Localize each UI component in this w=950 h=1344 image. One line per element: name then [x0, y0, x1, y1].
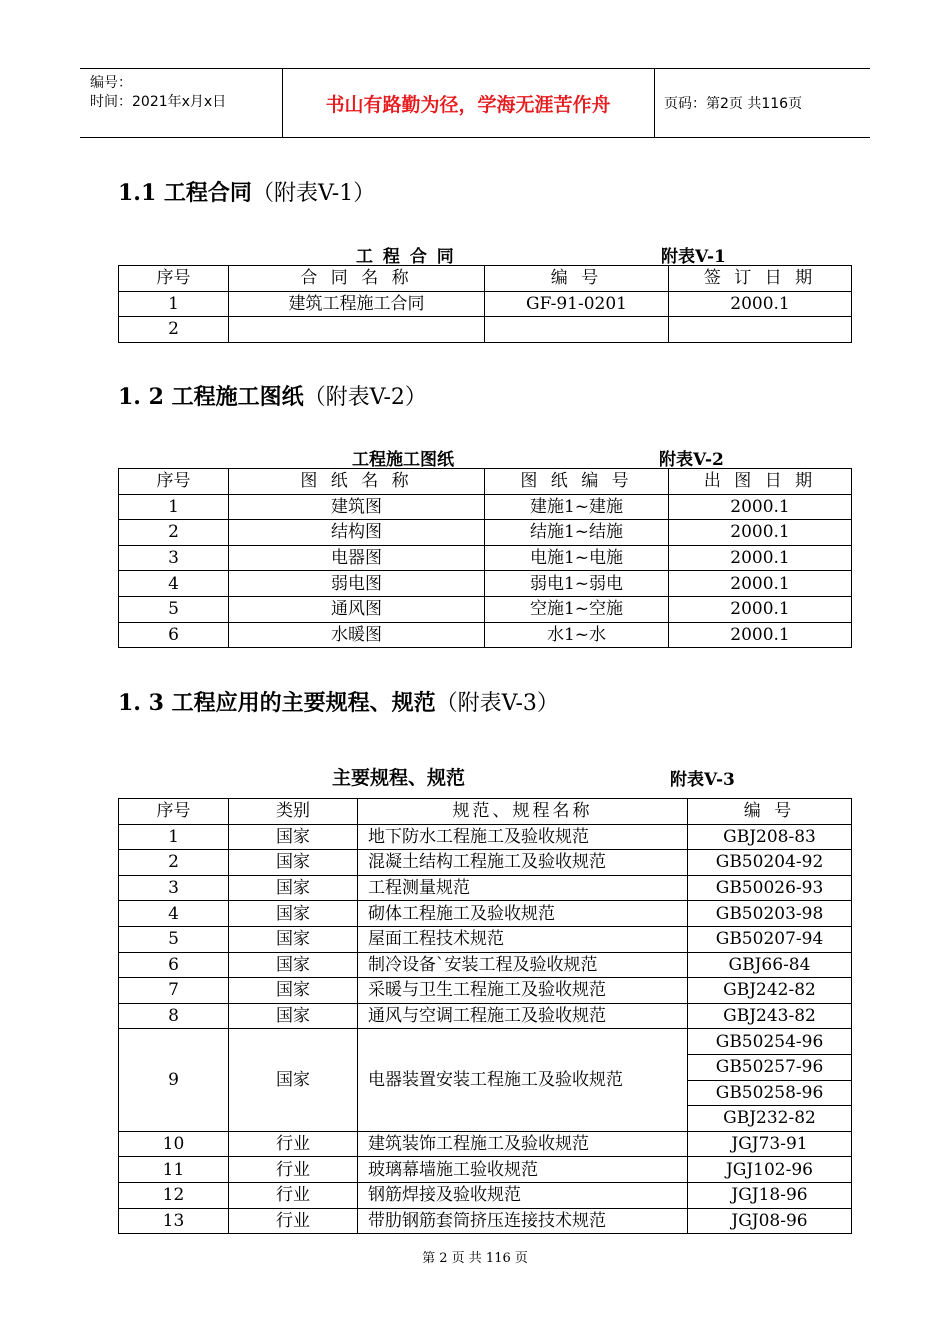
column-header: 图 纸 名 称: [229, 469, 485, 495]
cell-no: 4: [119, 901, 229, 927]
cell-category: 国家: [229, 1003, 358, 1029]
cell-category: 国家: [229, 901, 358, 927]
cell-code: JGJ102-96: [688, 1157, 852, 1183]
cell-name: 采暖与卫生工程施工及验收规范: [358, 978, 688, 1004]
cell-name: 钢筋焊接及验收规范: [358, 1182, 688, 1208]
cell-no: 2: [119, 520, 229, 546]
table-row: [119, 545, 852, 571]
cell-name: 工程测量规范: [358, 875, 688, 901]
table-row: [119, 1131, 852, 1157]
cell-name: 结构图: [229, 520, 485, 546]
cell-name: 玻璃幕墙施工验收规范: [358, 1157, 688, 1183]
page-header: [80, 68, 870, 138]
cell-category: 行业: [229, 1208, 358, 1234]
cell-no: 2: [119, 850, 229, 876]
cell-name: 弱电图: [229, 571, 485, 597]
header-time: 时间：2021年x月x日: [90, 94, 227, 110]
cell-no: 5: [119, 926, 229, 952]
cell-date: [669, 317, 852, 343]
cell-code: GB50203-98: [688, 901, 852, 927]
cell-code: GBJ232-82: [688, 1106, 852, 1132]
table-row: [119, 520, 852, 546]
section1-heading-text: 1.1 工程合同: [118, 180, 252, 206]
cell-code: 建施1~建施: [485, 494, 669, 520]
section1-caption-ref: 附表V-1: [661, 247, 726, 267]
table-row: [119, 952, 852, 978]
table-row: [119, 875, 852, 901]
table-row: [119, 494, 852, 520]
drawings-table: [118, 468, 852, 648]
cell-code: 弱电1~弱电: [485, 571, 669, 597]
cell-no: 9: [119, 1029, 229, 1131]
table-row: [119, 596, 852, 622]
cell-no: 12: [119, 1182, 229, 1208]
cell-code: JGJ73-91: [688, 1131, 852, 1157]
cell-name: 混凝土结构工程施工及验收规范: [358, 850, 688, 876]
section1-heading-paren: （附表V-1）: [251, 181, 376, 206]
table-row: [119, 1157, 852, 1183]
cell-code: 结施1~结施: [485, 520, 669, 546]
cell-code: GB50026-93: [688, 875, 852, 901]
cell-code: 电施1~电施: [485, 545, 669, 571]
cell-category: 行业: [229, 1157, 358, 1183]
cell-no: 7: [119, 978, 229, 1004]
table-row: [119, 1003, 852, 1029]
section3-heading: [118, 686, 559, 717]
contract-table: [118, 265, 852, 343]
cell-name: 带肋钢筋套筒挤压连接技术规范: [358, 1208, 688, 1234]
cell-name: 屋面工程技术规范: [358, 926, 688, 952]
column-header: 类别: [229, 799, 358, 825]
cell-no: 1: [119, 824, 229, 850]
table-row: [119, 1208, 852, 1234]
cell-category: 国家: [229, 952, 358, 978]
cell-code: GBJ66-84: [688, 952, 852, 978]
table-row: [119, 978, 852, 1004]
cell-name: 建筑图: [229, 494, 485, 520]
table-row: [119, 1029, 852, 1055]
section3-caption-title: 主要规程、规范: [332, 767, 466, 789]
cell-code: 空施1~空施: [485, 596, 669, 622]
cell-category: 国家: [229, 926, 358, 952]
header-number: 编号：: [90, 75, 132, 91]
cell-category: 国家: [229, 850, 358, 876]
cell-no: 1: [119, 494, 229, 520]
table-row: [119, 622, 852, 648]
cell-date: 2000.1: [669, 291, 852, 317]
table-row: [119, 1182, 852, 1208]
cell-date: 2000.1: [669, 520, 852, 546]
cell-no: 3: [119, 545, 229, 571]
table-header-row: [119, 266, 852, 292]
column-header: 序号: [119, 266, 229, 292]
cell-code: GBJ242-82: [688, 978, 852, 1004]
section2-caption-ref: 附表V-2: [659, 450, 724, 470]
section3-caption-ref: 附表V-3: [670, 770, 735, 790]
cell-code: GB50204-92: [688, 850, 852, 876]
section2-caption-title: 工程施工图纸: [352, 450, 454, 470]
cell-no: 1: [119, 291, 229, 317]
cell-code: JGJ08-96: [688, 1208, 852, 1234]
cell-code: GB50254-96: [688, 1029, 852, 1055]
cell-no: 11: [119, 1157, 229, 1183]
cell-code: GB50257-96: [688, 1054, 852, 1080]
cell-no: 8: [119, 1003, 229, 1029]
cell-no: 3: [119, 875, 229, 901]
cell-name: 通风图: [229, 596, 485, 622]
column-header: 序号: [119, 799, 229, 825]
column-header: 图 纸 编 号: [485, 469, 669, 495]
cell-name: 建筑装饰工程施工及验收规范: [358, 1131, 688, 1157]
table-header-row: [119, 799, 852, 825]
cell-date: 2000.1: [669, 494, 852, 520]
cell-date: 2000.1: [669, 622, 852, 648]
section2-heading-text: 1. 2 工程施工图纸: [118, 384, 304, 410]
section3-heading-text: 1. 3 工程应用的主要规程、规范: [118, 690, 436, 716]
cell-category: 国家: [229, 978, 358, 1004]
cell-category: 国家: [229, 824, 358, 850]
section2-heading-paren: （附表V-2）: [303, 385, 427, 410]
column-header: 编 号: [485, 266, 669, 292]
column-header: 规范、规程名称: [358, 799, 688, 825]
section1-caption-title: 工 程 合 同: [356, 247, 456, 267]
cell-code: GBJ208-83: [688, 824, 852, 850]
cell-category: 行业: [229, 1131, 358, 1157]
cell-category: 国家: [229, 1029, 358, 1131]
column-header: 序号: [119, 469, 229, 495]
page-footer: 第 2 页 共 116 页: [422, 1251, 528, 1266]
cell-no: 6: [119, 952, 229, 978]
cell-name: 电器图: [229, 545, 485, 571]
cell-name: 建筑工程施工合同: [229, 291, 485, 317]
cell-no: 10: [119, 1131, 229, 1157]
cell-name: 制冷设备`安装工程及验收规范: [358, 952, 688, 978]
cell-code: GF-91-0201: [485, 291, 669, 317]
section1-heading: [118, 176, 375, 207]
table-row: [119, 850, 852, 876]
cell-name: 地下防水工程施工及验收规范: [358, 824, 688, 850]
cell-code: GB50258-96: [688, 1080, 852, 1106]
cell-no: 4: [119, 571, 229, 597]
column-header: 合 同 名 称: [229, 266, 485, 292]
table-row: [119, 291, 852, 317]
table-row: [119, 901, 852, 927]
cell-name: [229, 317, 485, 343]
table-row: [119, 571, 852, 597]
cell-date: 2000.1: [669, 545, 852, 571]
standards-table: [118, 798, 852, 1234]
cell-code: [485, 317, 669, 343]
cell-date: 2000.1: [669, 571, 852, 597]
column-header: 编 号: [688, 799, 852, 825]
cell-no: 13: [119, 1208, 229, 1234]
cell-no: 6: [119, 622, 229, 648]
section3-heading-paren: （附表V-3）: [435, 691, 559, 716]
table-row: [119, 926, 852, 952]
header-page-label: 页码：第2页 共116页: [664, 96, 803, 112]
cell-name: 砌体工程施工及验收规范: [358, 901, 688, 927]
table-row: [119, 824, 852, 850]
table-header-row: [119, 469, 852, 495]
table-row: [119, 317, 852, 343]
cell-code: GBJ243-82: [688, 1003, 852, 1029]
cell-code: 水1~水: [485, 622, 669, 648]
cell-code: GB50207-94: [688, 926, 852, 952]
cell-category: 行业: [229, 1182, 358, 1208]
cell-category: 国家: [229, 875, 358, 901]
cell-code: JGJ18-96: [688, 1182, 852, 1208]
section2-heading: [118, 380, 427, 411]
cell-name: 通风与空调工程施工及验收规范: [358, 1003, 688, 1029]
header-motto: 书山有路勤为径，学海无涯苦作舟: [282, 69, 655, 137]
cell-name: 电器装置安装工程施工及验收规范: [358, 1029, 688, 1131]
column-header: 签 订 日 期: [669, 266, 852, 292]
cell-name: 水暖图: [229, 622, 485, 648]
cell-no: 2: [119, 317, 229, 343]
cell-no: 5: [119, 596, 229, 622]
header-meta: [80, 69, 283, 137]
column-header: 出 图 日 期: [669, 469, 852, 495]
cell-date: 2000.1: [669, 596, 852, 622]
